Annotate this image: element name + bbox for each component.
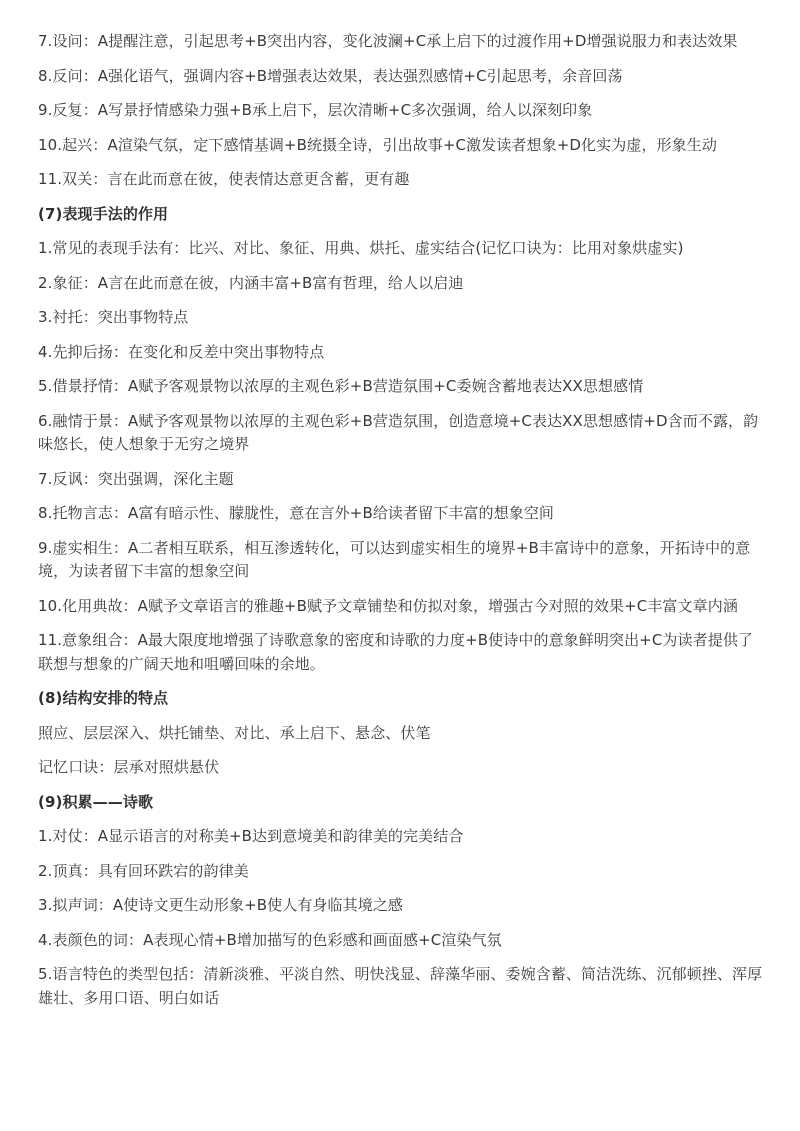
paragraph-allusion: 10.化用典故：A赋予文章语言的雅趣+B赋予文章铺垫和仿拟对象，增强古今对照的效果+C丰富文章内涵 bbox=[38, 596, 738, 615]
paragraph-pun: 11.双关：言在此而意在彼，使表情达意更含蓄，更有趣 bbox=[38, 170, 410, 188]
section-heading-expression-techniques: (7)表现手法的作用 bbox=[38, 204, 169, 223]
paragraph-onomatopoeia: 3.拟声词：A使诗文更生动形象+B使人有身临其境之感 bbox=[38, 896, 404, 914]
paragraph-suppress-then-praise: 4.先抑后扬：在变化和反差中突出事物特点 bbox=[38, 342, 325, 361]
paragraph-color-words: 4.表颜色的词：A表现心情+B增加描写的色彩感和画面感+C渲染气氛 bbox=[38, 930, 502, 949]
paragraph-antithesis: 1.对仗：A显示语言的对称美+B达到意境美和韵律美的完美结合 bbox=[38, 827, 464, 845]
paragraph-scene-lyricism: 5.借景抒情：A赋予客观景物以浓厚的主观色彩+B营造氛围+C委婉含蓄地表达XX思想感情 bbox=[38, 377, 644, 395]
paragraph-rhetorical-interrogation: 8.反问：A强化语气，强调内容+B增强表达效果，表达强烈感情+C引起思考，余音回荡 bbox=[38, 66, 623, 85]
paragraph-mnemonic: 记忆口诀：层承对照烘悬伏 bbox=[38, 758, 220, 776]
document-page bbox=[38, 30, 768, 1021]
paragraph-anadiplosis: 2.顶真：具有回环跌宕的韵律美 bbox=[38, 861, 249, 880]
paragraph-language-style: 5.语言特色的类型包括：清新淡雅、平淡自然、明快浅显、辞藻华丽、委婉含蓄、简洁洗练、沉郁顿挫、浑厚雄壮、多用口语、明白如话 bbox=[38, 965, 763, 1007]
paragraph-object-aspiration: 8.托物言志：A富有暗示性、朦胧性，意在言外+B给读者留下丰富的想象空间 bbox=[38, 504, 555, 522]
paragraph-symbolism: 2.象征：A言在此而意在彼，内涵丰富+B富有哲理，给人以启迪 bbox=[38, 273, 464, 292]
paragraph-contrast-setoff: 3.衬托：突出事物特点 bbox=[38, 308, 189, 326]
paragraph-structure-list: 照应、层层深入、烘托铺垫、对比、承上启下、悬念、伏笔 bbox=[38, 723, 431, 742]
paragraph-evocation: 10.起兴：A渲染气氛，定下感情基调+B统摄全诗，引出故事+C激发读者想象+D化实为虚，形象生动 bbox=[38, 135, 717, 154]
paragraph-emotion-in-scene: 6.融情于景：A赋予客观景物以浓厚的主观色彩+B营造氛围，创造意境+C表达XX思想感情+D含而不露，韵味悠长，使人想象于无穷之境界 bbox=[38, 411, 759, 453]
paragraph-rhetorical-question: 7.设问：A提醒注意，引起思考+B突出内容，变化波澜+C承上启下的过渡作用+D增强说服力和表达效果 bbox=[38, 32, 738, 50]
paragraph-common-techniques: 1.常见的表现手法有：比兴、对比、象征、用典、烘托、虚实结合(记忆口诀为：比用对象烘虚实) bbox=[38, 239, 684, 257]
paragraph-irony: 7.反讽：突出强调，深化主题 bbox=[38, 469, 234, 488]
section-heading-structure: (8)结构安排的特点 bbox=[38, 689, 169, 707]
paragraph-repetition: 9.反复：A写景抒情感染力强+B承上启下，层次清晰+C多次强调，给人以深刻印象 bbox=[38, 101, 593, 119]
paragraph-imagery-combination: 11.意象组合：A最大限度地增强了诗歌意象的密度和诗歌的力度+B使诗中的意象鲜明突出+C为读者提供了联想与想象的广阔天地和咀嚼回味的余地。 bbox=[38, 631, 754, 673]
section-heading-poetry: (9)积累——诗歌 bbox=[38, 792, 154, 811]
paragraph-virtual-real: 9.虚实相生：A二者相互联系，相互渗透转化，可以达到虚实相生的境界+B丰富诗中的意象，开拓诗中的意境，为读者留下丰富的想象空间 bbox=[38, 538, 751, 580]
